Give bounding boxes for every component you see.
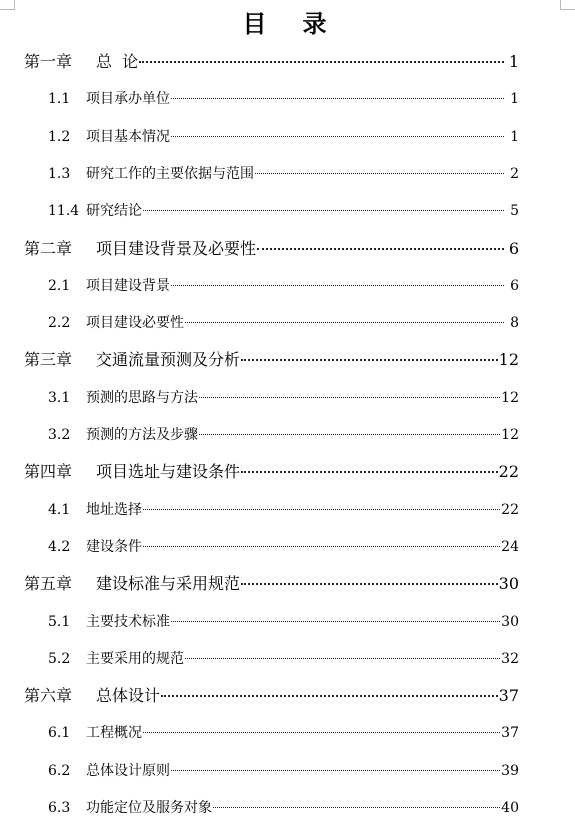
toc-page-number: 6 [508, 238, 519, 258]
toc-page-number: 40 [501, 800, 519, 816]
toc-entry-number: 2.1 [48, 277, 71, 294]
toc-section-entry[interactable] [48, 126, 519, 148]
toc-entry-title: 地址选择 [86, 501, 142, 518]
toc-page-number: 30 [501, 613, 519, 630]
toc-dot-leader [161, 695, 498, 697]
toc-dot-leader [143, 210, 504, 211]
toc-entry-number: 4.2 [48, 538, 71, 555]
toc-entry-number: 11.4 [48, 203, 80, 220]
toc-dot-leader [257, 248, 504, 250]
toc-entry-title: 研究工作的主要依据与范围 [86, 165, 254, 182]
toc-dot-leader [171, 621, 500, 622]
toc-page-number: 1 [508, 52, 519, 71]
toc-dot-leader [185, 322, 504, 323]
toc-chapter-entry[interactable] [24, 573, 519, 595]
toc-section-entry[interactable] [48, 760, 519, 782]
toc-entry-number: 6.3 [48, 800, 71, 816]
toc-chapter-entry[interactable] [24, 349, 519, 371]
toc-section-entry[interactable] [48, 424, 519, 446]
toc-entry-number: 第一章 [24, 52, 73, 71]
toc-section-entry[interactable] [48, 200, 519, 222]
toc-entry-number: 4.1 [48, 501, 71, 518]
toc-dot-leader [171, 98, 504, 99]
toc-section-entry[interactable] [48, 499, 519, 521]
toc-dot-leader [199, 434, 500, 435]
toc-entry-title: 项目建设背景 [86, 277, 170, 294]
toc-entry-number: 2.2 [48, 315, 71, 332]
toc-entry-number: 第三章 [24, 350, 73, 370]
toc-entry-title: 项目建设背景及必要性 [96, 238, 257, 258]
toc-section-entry[interactable] [48, 611, 519, 633]
toc-dot-leader [171, 770, 500, 771]
toc-chapter-entry[interactable] [24, 685, 519, 707]
toc-entry-title: 项目承办单位 [86, 91, 170, 108]
toc-page-number: 24 [501, 538, 519, 555]
toc-page-number: 30 [498, 574, 519, 594]
toc-section-entry[interactable] [48, 797, 519, 819]
toc-entry-number: 5.2 [48, 650, 71, 667]
toc-entry-title: 主要技术标准 [86, 613, 170, 630]
toc-entry-number: 1.1 [48, 91, 71, 108]
toc-page-number: 39 [501, 762, 519, 779]
toc-entry-number: 1.3 [48, 165, 71, 182]
toc-entry-title: 预测的方法及步骤 [86, 427, 198, 443]
toc-section-entry[interactable] [48, 722, 519, 744]
toc-dot-leader [143, 546, 500, 547]
toc-section-entry[interactable] [48, 312, 519, 334]
toc-page-number: 22 [498, 462, 519, 482]
toc-dot-leader [143, 509, 500, 510]
toc-entry-number: 6.1 [48, 725, 71, 742]
toc-dot-leader [143, 732, 500, 733]
toc-page-number: 12 [501, 427, 519, 443]
toc-dot-leader [213, 807, 500, 808]
toc-dot-leader [241, 471, 498, 473]
toc-page-number: 12 [501, 389, 519, 406]
toc-entry-title: 总体设计 [96, 686, 161, 706]
toc-dot-leader [241, 359, 498, 361]
toc-section-entry[interactable] [48, 387, 519, 409]
toc-entry-title: 建设条件 [86, 538, 142, 555]
toc-entry-number: 第五章 [24, 574, 73, 594]
toc-page-number: 1 [510, 128, 519, 145]
toc-entry-title: 总体设计原则 [86, 762, 170, 779]
toc-dot-leader [171, 136, 504, 137]
toc-entry-title: 项目建设必要性 [86, 315, 184, 332]
toc-entry-number: 6.2 [48, 762, 71, 779]
toc-chapter-entry[interactable] [24, 238, 519, 260]
toc-entry-number: 第二章 [24, 238, 73, 258]
toc-entry-number: 1.2 [48, 128, 71, 145]
toc-entry-title: 总 论 [96, 52, 139, 71]
toc-section-entry[interactable] [48, 163, 519, 185]
toc-chapter-entry[interactable] [24, 461, 519, 483]
toc-dot-leader [241, 583, 498, 585]
toc-dot-leader [185, 658, 500, 659]
toc-entry-number: 第六章 [24, 686, 73, 706]
toc-title: 目 录 [242, 10, 333, 38]
toc-entry-title: 交通流量预测及分析 [96, 350, 241, 370]
toc-dot-leader [199, 397, 500, 398]
toc-entry-title: 工程概况 [86, 725, 142, 742]
toc-entry-number: 第四章 [24, 462, 73, 482]
toc-page-number: 2 [510, 165, 519, 182]
toc-section-entry[interactable] [48, 275, 519, 297]
toc-page-number: 12 [498, 350, 519, 370]
toc-dot-leader [255, 173, 504, 174]
toc-page-number: 8 [510, 315, 519, 332]
toc-page-number: 37 [501, 725, 519, 742]
toc-entry-title: 建设标准与采用规范 [96, 574, 241, 594]
toc-chapter-entry[interactable] [24, 51, 519, 73]
toc-entry-number: 3.1 [48, 389, 71, 406]
toc-page-number: 6 [510, 277, 519, 294]
toc-entry-title: 预测的思路与方法 [86, 389, 198, 406]
toc-entry-title: 功能定位及服务对象 [86, 800, 212, 816]
toc-entry-title: 项目选址与建设条件 [96, 462, 241, 482]
toc-section-entry[interactable] [48, 536, 519, 558]
toc-page-number: 5 [510, 203, 519, 220]
toc-page-number: 37 [498, 686, 519, 706]
toc-entry-title: 项目基本情况 [86, 128, 170, 145]
toc-page-number: 22 [501, 501, 519, 518]
toc-page-number: 1 [510, 91, 519, 108]
toc-page-number: 32 [501, 650, 519, 667]
toc-entry-number: 5.1 [48, 613, 71, 630]
toc-entry-number: 3.2 [48, 427, 71, 443]
toc-entry-title: 主要采用的规范 [86, 650, 184, 667]
toc-entry-title: 研究结论 [86, 203, 142, 220]
toc-section-entry[interactable] [48, 88, 519, 110]
toc-dot-leader [139, 61, 504, 63]
toc-section-entry[interactable] [48, 648, 519, 670]
toc-dot-leader [171, 285, 504, 286]
